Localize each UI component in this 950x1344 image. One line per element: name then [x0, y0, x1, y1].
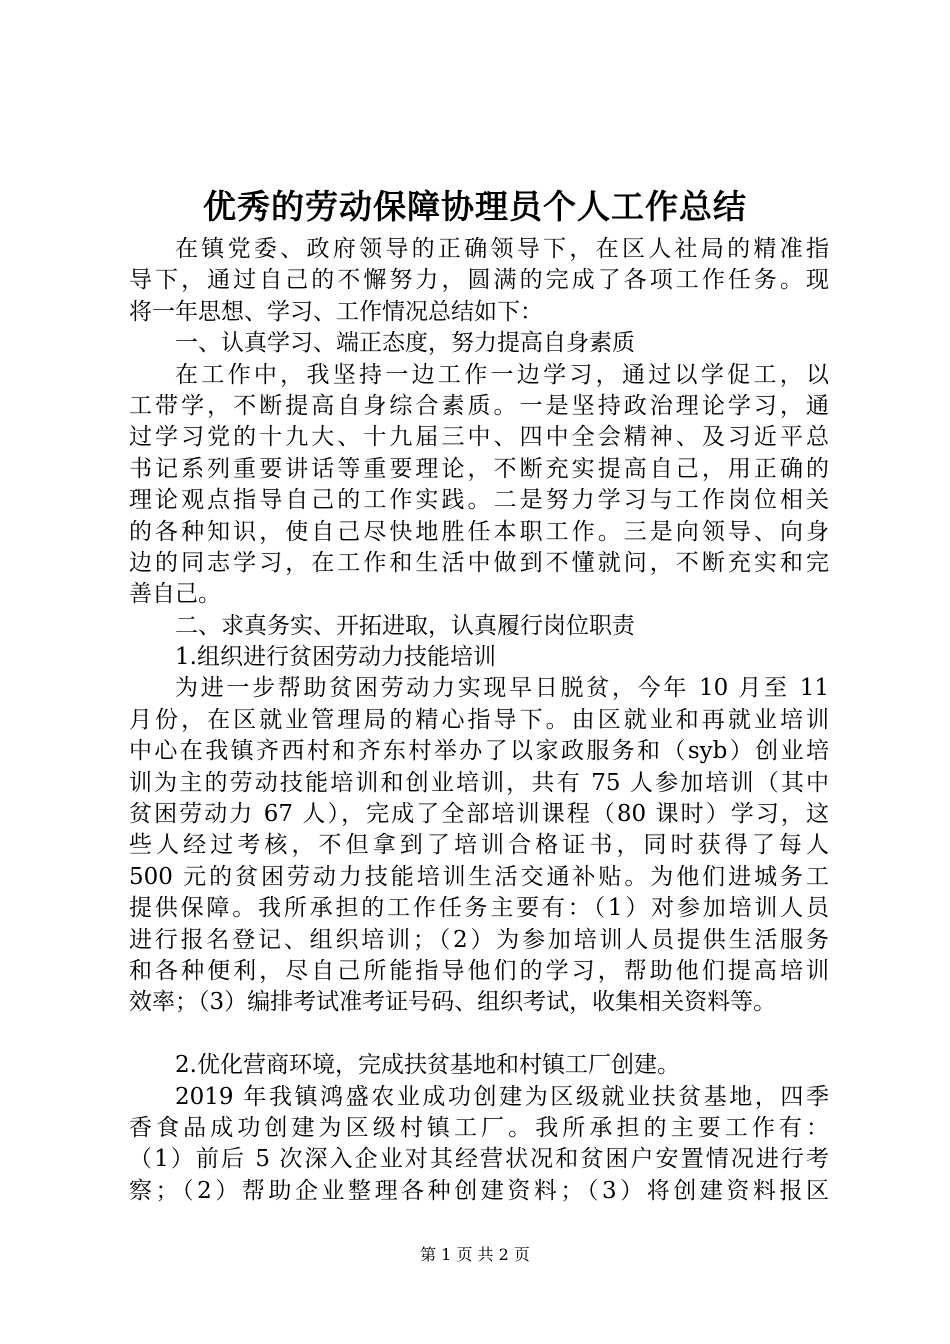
document-title: 优秀的劳动保障协理员个人工作总结: [203, 187, 747, 226]
document-body: [129, 234, 829, 1207]
body-line: 贫困劳动力 67 人），完成了全部培训课程（80 课时）学习，这: [129, 801, 829, 828]
body-line: 在工作中，我坚持一边工作一边学习，通过以学促工，以: [175, 361, 829, 388]
page-footer: 第 1 页 共 2 页: [420, 1245, 530, 1264]
body-line: 工带学，不断提高自身综合素质。一是坚持政治理论学习，通: [129, 392, 829, 419]
subsection-heading: 1.组织进行贫困劳动力技能培训: [175, 644, 496, 671]
section-heading: 二、求真务实、开拓进取，认真履行岗位职责: [175, 612, 635, 639]
body-line: 中心在我镇齐西村和齐东村举办了以家政服务和（syb）创业培: [129, 738, 829, 765]
body-line: 2019 年我镇鸿盛农业成功创建为区级就业扶贫基地，四季: [175, 1083, 829, 1110]
body-line: 训为主的劳动技能培训和创业培训，共有 75 人参加培训（其中: [129, 769, 829, 796]
body-line: 在镇党委、政府领导的正确领导下，在区人社局的精准指: [175, 236, 829, 262]
body-line: （1）前后 5 次深入企业对其经营状况和贫困户安置情况进行考: [129, 1146, 829, 1173]
body-line: 过学习党的十九大、十九届三中、四中全会精神、及习近平总: [129, 424, 829, 451]
body-line: 导下，通过自己的不懈努力，圆满的完成了各项工作任务。现: [129, 267, 829, 294]
body-line: 理论观点指导自己的工作实践。二是努力学习与工作岗位相关: [129, 487, 829, 514]
subsection-heading: 2.优化营商环境，完成扶贫基地和村镇工厂创建。: [175, 1052, 680, 1079]
body-line: 些人经过考核，不但拿到了培训合格证书，同时获得了每人: [129, 832, 829, 859]
body-line: 月份，在区就业管理局的精心指导下。由区就业和再就业培训: [129, 706, 829, 733]
body-line: 将一年思想、学习、工作情况总结如下：: [129, 298, 543, 325]
section-heading: 一、认真学习、端正态度，努力提高自身素质: [175, 330, 635, 357]
body-line: 为进一步帮助贫困劳动力实现早日脱贫，今年 10 月至 11: [175, 675, 829, 702]
body-line: 和各种便利，尽自己所能指导他们的学习，帮助他们提高培训: [129, 957, 829, 984]
body-line: 进行报名登记、组织培训；（2）为参加培训人员提供生活服务: [129, 926, 829, 953]
body-line: 500 元的贫困劳动力技能培训生活交通补贴。为他们进城务工: [129, 863, 829, 890]
body-line: 效率；（3）编排考试准考证号码、组织考试，收集相关资料等。: [129, 989, 777, 1016]
body-line: 提供保障。我所承担的工作任务主要有：（1）对参加培训人员: [129, 895, 829, 922]
body-line: 边的同志学习，在工作和生活中做到不懂就问，不断充实和完: [129, 549, 829, 576]
body-line: 的各种知识，使自己尽快地胜任本职工作。三是向领导、向身: [129, 518, 829, 545]
body-line: 善自己。: [129, 581, 221, 608]
body-line: 察；（2）帮助企业整理各种创建资料；（3）将创建资料报区: [129, 1177, 829, 1204]
body-line: 书记系列重要讲话等重要理论，不断充实提高自己，用正确的: [129, 455, 829, 482]
paragraph-gap: [129, 1019, 829, 1050]
body-line: 香食品成功创建为区级村镇工厂。我所承担的主要工作有：: [129, 1114, 829, 1141]
